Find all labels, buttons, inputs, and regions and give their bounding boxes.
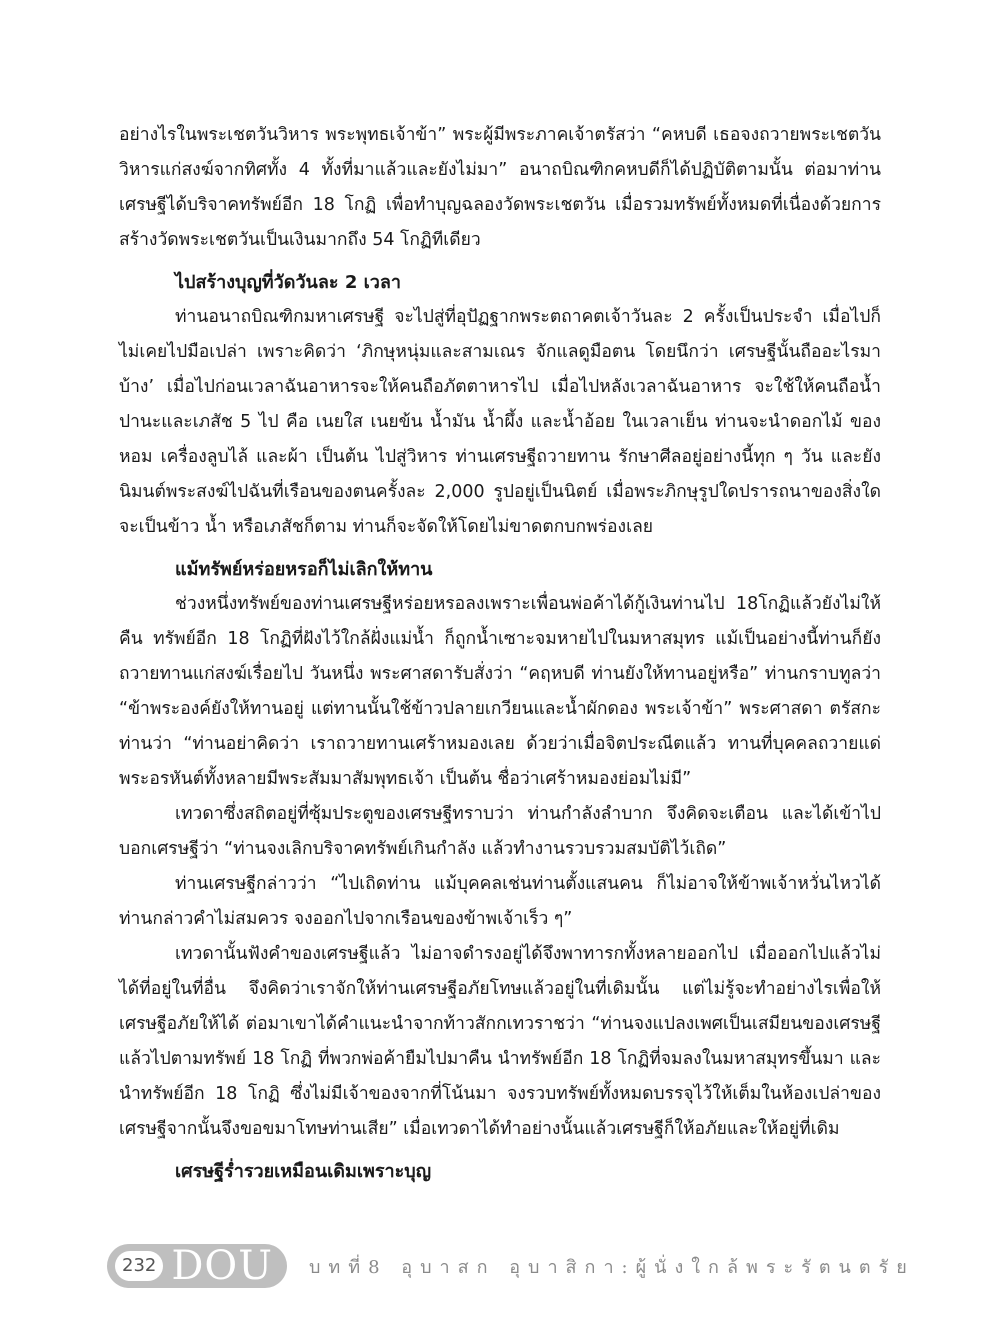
section-heading-giving-despite-loss: แม้ทรัพย์หร่อยหรอก็ไม่เลิกให้ทาน xyxy=(175,559,433,580)
paragraph-wealth-decline: ช่วงหนึ่งทรัพย์ของท่านเศรษฐีหร่อยหรอลงเพราะเพื่อนพ่อค้าได้กู้เงินท่านไป 18โกฏิแล้วยังไม่ให้คืน ทรัพย์อีก 18 โกฏิที่ฝังไว้ใกล้ฝั่งแม่น้ำ ก็ถูกน้ำเซาะจมหายไปในมหาสมุทร แม้เป็นอย่างนี้ท่านก็ยังถวายทานแก่สงฆ์เรื่อยไป วันหนึ่ง พระศาสดารับสั่งว่า “คฤหบดี ท่านยังให้ทานอยู่หรือ” ท่านกราบทูลว่า “ข้าพระองค์ยังให้ทานอยู่ แต่ทานนั้นใช้ข้าวปลายเกวียนและน้ำผักดอง พระเจ้าข้า” พระศาสดา ตรัสกะท่านว่า “ท่านอย่าคิดว่า เราถวายทานเศร้าหมองเลย ด้วยว่าเมื่อจิตประณีตแล้ว ทานที่บุคคลถวายแด่พระอรหันต์ทั้งหลายมีพระสัมมาสัมพุทธเจ้า เป็นต้น ชื่อว่าเศร้าหมองย่อมไม่มี” xyxy=(119,594,881,789)
paragraph-millionaire-reply: ท่านเศรษฐีกล่าวว่า “ไปเถิดท่าน แม้บุคคลเช่นท่านตั้งแสนคน ก็ไม่อาจให้ข้าพเจ้าหวั่นไหวได้ ท่านกล่าวคำไม่สมควร จงออกไปจากเรือนของข้าพเจ้าเร็ว ๆ” xyxy=(119,874,881,929)
page-number: 232 xyxy=(115,1251,163,1281)
paragraph-continued: อย่างไรในพระเชตวันวิหาร พระพุทธเจ้าข้า” พระผู้มีพระภาคเจ้าตรัสว่า “คหบดี เธอจงถวายพระเชตวันวิหารแก่สงฆ์จากทิศทั้ง 4 ทั้งที่มาแล้วและยังไม่มา” อนาถบิณฑิกคหบดีก็ได้ปฏิบัติตามนั้น ต่อมาท่านเศรษฐีได้บริจาคทรัพย์อีก 18 โกฏิ เพื่อทำบุญฉลองวัดพระเชตวัน เมื่อรวมทรัพย์ทั้งหมดที่เนื่องด้วยการสร้างวัดพระเชตวันเป็นเงินมากถึง 54 โกฏิทีเดียว xyxy=(119,125,881,250)
brand-logo-text: DOU xyxy=(171,1243,273,1289)
chapter-title: บทที่8 อุบาสก อุบาสิกา:ผู้นั่งใกล้พระรัตนตรัย xyxy=(308,1256,915,1278)
paragraph-deity-atonement: เทวดานั้นฟังคำของเศรษฐีแล้ว ไม่อาจดำรงอยู่ได้จึงพาทารกทั้งหลายออกไป เมื่อออกไปแล้วไม่ได้ที่อยู่ในที่อื่น จึงคิดว่าเราจักให้ท่านเศรษฐีอภัยโทษแล้วอยู่ในที่เดิมนั้น แต่ไม่รู้จะทำอย่างไรเพื่อให้เศรษฐีอภัยให้ได้ ต่อมาเขาได้คำแนะนำจากท้าวสักกเทวราชว่า “ท่านจงแปลงเพศเป็นเสมียนของเศรษฐีแล้วไปตามทรัพย์ 18 โกฏิ ที่พวกพ่อค้ายืมไปมาคืน นำทรัพย์อีก 18 โกฏิที่จมลงในมหาสมุทรขึ้นมา และนำทรัพย์อีก 18 โกฏิ ซึ่งไม่มีเจ้าของจากที่โน้นมา จงรวบทรัพย์ทั้งหมดบรรจุไว้ให้เต็มในห้องเปล่าของเศรษฐีจากนั้นจึงขอขมาโทษท่านเสีย” เมื่อเทวดาได้ทำอย่างนั้นแล้วเศรษฐีก็ให้อภัยและให้อยู่ที่เดิม xyxy=(119,944,881,1139)
section-heading-wealth-restored: เศรษฐีร่ำรวยเหมือนเดิมเพราะบุญ xyxy=(175,1161,432,1182)
footer-badge xyxy=(107,1244,287,1288)
page-body xyxy=(119,118,881,1189)
section-heading-daily-merit: ไปสร้างบุญที่วัดวันละ 2 เวลา xyxy=(175,272,402,293)
paragraph-daily-merit: ท่านอนาถบิณฑิกมหาเศรษฐี จะไปสู่ที่อุปัฏฐากพระตถาคตเจ้าวันละ 2 ครั้งเป็นประจำ เมื่อไปก็ไม่เคยไปมือเปล่า เพราะคิดว่า ‘ภิกษุหนุ่มและสามเณร จักแลดูมือตน โดยนึกว่า เศรษฐีนั้นถืออะไรมาบ้าง’ เมื่อไปก่อนเวลาฉันอาหารจะให้คนถือภัตตาหารไป เมื่อไปหลังเวลาฉันอาหาร จะใช้ให้คนถือน้ำปานะและเภสัช 5 ไป คือ เนยใส เนยข้น น้ำมัน น้ำผึ้ง และน้ำอ้อย ในเวลาเย็น ท่านจะนำดอกไม้ ของหอม เครื่องลูบไล้ และผ้า เป็นต้น ไปสู่วิหาร ท่านเศรษฐีถวายทาน รักษาศีลอยู่อย่างนี้ทุก ๆ วัน และยังนิมนต์พระสงฆ์ไปฉันที่เรือนของตนครั้งละ 2,000 รูปอยู่เป็นนิตย์ เมื่อพระภิกษุรูปใดปรารถนาของสิ่งใด จะเป็นข้าว น้ำ หรือเภสัชก็ตาม ท่านก็จะจัดให้โดยไม่ขาดตกบกพร่องเลย xyxy=(119,307,881,537)
page-footer xyxy=(107,1242,915,1290)
paragraph-deity-warning: เทวดาซึ่งสถิตอยู่ที่ซุ้มประตูของเศรษฐีทราบว่า ท่านกำลังลำบาก จึงคิดจะเตือน และได้เข้าไปบอกเศรษฐีว่า “ท่านจงเลิกบริจาคทรัพย์เกินกำลัง แล้วทำงานรวบรวมสมบัติไว้เถิด” xyxy=(119,804,881,859)
